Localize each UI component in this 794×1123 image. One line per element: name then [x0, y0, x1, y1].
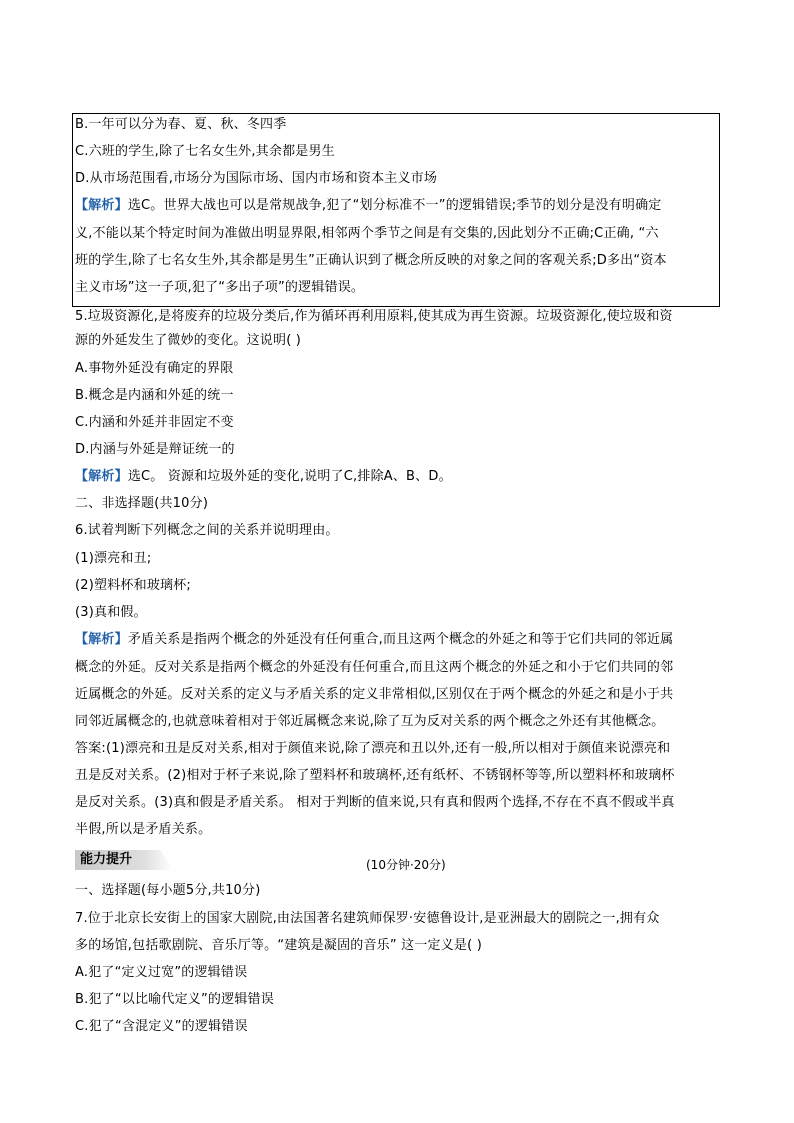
- q7-option-c: C.犯了“含混定义”的逻辑错误: [75, 1019, 248, 1034]
- q7-option-b: B.犯了“以比喻代定义”的逻辑错误: [75, 992, 274, 1007]
- q6-analysis-line-1: [75, 632, 673, 648]
- part2-header: 二、非选择题(共10分): [75, 496, 209, 511]
- q6-item-1: (1)漂亮和丑;: [75, 551, 152, 566]
- q5-analysis: [75, 469, 452, 485]
- q6-answer-line-2: 丑是反对关系。(2)相对于杯子来说,除了塑料杯和玻璃杯,还有纸杯、不锈钢杯等等,所以塑料杯和玻璃杯: [75, 768, 675, 783]
- q6-item-3: (3)真和假。: [75, 605, 147, 620]
- q6-answer-line-3: 是反对关系。(3)真和假是矛盾关系。 相对于判断的值来说,只有真和假两个选择,不存在不真不假或半真: [75, 795, 675, 810]
- q6-stem: 6.试着判断下列概念之间的关系并说明理由。: [75, 523, 339, 538]
- analysis-tag: 【解析】: [75, 198, 128, 213]
- analysis-tag: 【解析】: [75, 469, 128, 484]
- q5-option-b: B.概念是内涵和外延的统一: [75, 388, 234, 403]
- analysis-text: 选C。世界大战也可以是常规战争,犯了“划分标准不一”的逻辑错误;季节的划分是没有明确定: [127, 198, 662, 213]
- q5-option-c: C.内涵和外延并非固定不变: [75, 415, 234, 430]
- q4-analysis-line-2: 义,不能以某个特定时间为准做出明显界限,相邻两个季节之间是有交集的,因此划分不正确;C正确, “六: [75, 226, 659, 241]
- q6-answer-line-1: 答案:(1)漂亮和丑是反对关系,相对于颜值来说,除了漂亮和丑以外,还有一般,所以相对于颜值来说漂亮和: [75, 741, 671, 756]
- q6-item-2: (2)塑料杯和玻璃杯;: [75, 578, 191, 593]
- analysis-text: 选C。 资源和垃圾外延的变化,说明了C,排除A、B、D。: [127, 469, 452, 484]
- q4-option-c: C.六班的学生,除了七名女生外,其余都是男生: [75, 144, 335, 159]
- part1-header: 一、选择题(每小题5分,共10分): [75, 883, 261, 898]
- q4-option-d: D.从市场范围看,市场分为国际市场、国内市场和资本主义市场: [75, 171, 438, 186]
- q7-stem-line-1: 7.位于北京长安街上的国家大剧院,由法国著名建筑师保罗·安德鲁设计,是亚洲最大的剧院之一,拥有众: [75, 911, 660, 926]
- q4-analysis-line-1: [75, 198, 661, 214]
- q5-stem-line-1: 5.垃圾资源化,是将废弃的垃圾分类后,作为循环再利用原料,使其成为再生资源。垃圾资源化,使垃圾和资: [75, 309, 673, 324]
- analysis-text: 矛盾关系是指两个概念的外延没有任何重合,而且这两个概念的外延之和等于它们共同的邻近属: [127, 632, 674, 647]
- q4-option-b: B.一年可以分为春、夏、秋、冬四季: [75, 117, 287, 132]
- q7-option-a: A.犯了“定义过宽”的逻辑错误: [75, 965, 248, 980]
- section-title: 能力提升: [80, 852, 133, 867]
- q6-analysis-line-4: 同邻近属概念的,也就意味着相对于邻近属概念来说,除了互为反对关系的两个概念之外还有其他概念。: [75, 714, 665, 729]
- q6-analysis-line-3: 近属概念的外延。反对关系的定义与矛盾关系的定义非常相似,区别仅在于两个概念的外延之和是小于共: [75, 687, 674, 702]
- q4-analysis-line-3: 班的学生,除了七名女生外,其余都是男生”正确认识到了概念所反映的对象之间的客观关系;D多出“资本: [75, 253, 667, 268]
- q4-analysis-line-4: 主义市场”这一子项,犯了“多出子项”的逻辑错误。: [75, 280, 365, 295]
- q6-answer-line-4: 半假,所以是矛盾关系。: [75, 822, 212, 837]
- analysis-tag: 【解析】: [75, 632, 128, 647]
- q5-option-a: A.事物外延没有确定的界限: [75, 361, 234, 376]
- q6-analysis-line-2: 概念的外延。反对关系是指两个概念的外延没有任何重合,而且这两个概念的外延之和小于它们共同的邻: [75, 660, 674, 675]
- q5-stem-line-2: 源的外延发生了微妙的变化。这说明( ): [75, 333, 302, 348]
- q5-option-d: D.内涵与外延是辩证统一的: [75, 442, 235, 457]
- section-time: (10分钟·20分): [366, 858, 446, 872]
- q7-stem-line-2: 多的场馆,包括歌剧院、音乐厅等。“建筑是凝固的音乐” 这一定义是( ): [75, 938, 483, 953]
- section-banner-edge: [160, 850, 174, 870]
